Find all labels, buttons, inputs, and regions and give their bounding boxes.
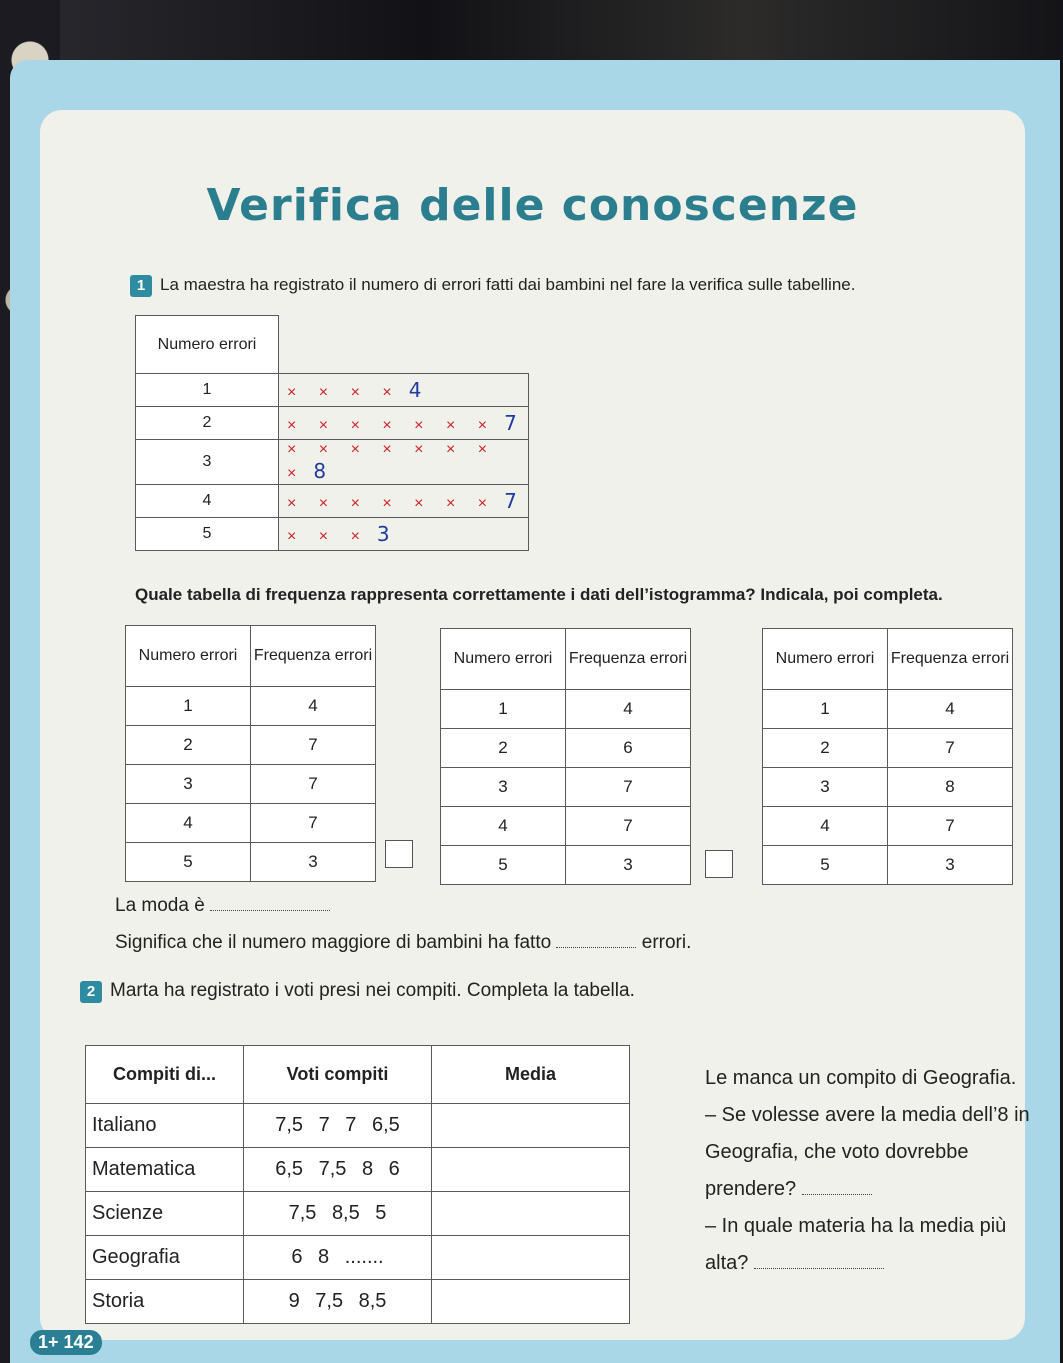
histogram-row: 4 × × × × × × × 7	[136, 485, 529, 518]
voto-answer-blank[interactable]	[802, 1180, 872, 1195]
significa-answer-blank[interactable]	[556, 933, 636, 948]
handwritten-count: 3	[376, 522, 390, 546]
histogram-row: 5 × × × 3	[136, 518, 529, 551]
moda-answer-blank[interactable]	[210, 896, 330, 911]
media-input[interactable]	[432, 1236, 630, 1280]
grades-row: Scienze 7,5 8,5 5	[86, 1192, 630, 1236]
media-input[interactable]	[432, 1192, 630, 1236]
exercise-1-text: La maestra ha registrato il numero di errori fatti dai bambini nel fare la verifica sulle tabelline.	[160, 275, 856, 294]
cross-marks: × × × ×	[287, 384, 401, 401]
handwritten-count: 4	[408, 378, 422, 402]
workbook-page	[10, 60, 1060, 1363]
frequency-table-a: Numero errori Frequenza errori 1 4 2 7 3 7 4 7 5 3	[125, 625, 376, 882]
choice-checkbox-a[interactable]	[385, 840, 413, 868]
exercise-2-text: Marta ha registrato i voti presi nei compiti. Completa la tabella.	[110, 980, 635, 1001]
exercise-1-question: Quale tabella di frequenza rappresenta correttamente i dati dell’istogramma? Indicala, poi completa.	[135, 585, 943, 604]
grades-row: Storia 9 7,5 8,5	[86, 1280, 630, 1324]
exercise-number-badge: 2	[80, 981, 102, 1003]
histogram-header: Numero errori	[136, 316, 279, 374]
exercise-2-prompt	[80, 980, 635, 1003]
histogram-row: 3 × × × × × × × × 8	[136, 440, 529, 485]
choice-checkbox-b[interactable]	[705, 850, 733, 878]
frequency-table-c: Numero errori Frequenza errori 1 4 2 7 3 8 4 7 5 3	[762, 628, 1013, 885]
grades-row: Matematica 6,5 7,5 8 6	[86, 1148, 630, 1192]
cross-marks: × × × × × × ×	[287, 417, 497, 434]
cross-marks: × × ×	[287, 528, 369, 545]
histogram-table	[135, 315, 529, 551]
page-number: 1+ 142	[30, 1330, 102, 1355]
moda-line: La moda è	[115, 895, 330, 917]
grades-row: Geografia 6 8 .......	[86, 1236, 630, 1280]
histogram-row: 1 × × × × 4	[136, 374, 529, 407]
cross-marks: × × × × × × ×	[287, 495, 497, 512]
exercise-2-questions: Le manca un compito di Geografia. – Se volesse avere la media dell’8 in Geografia, che voto dovrebbe prendere? – In quale materia ha la media più alta?	[705, 1067, 1030, 1274]
content-sheet	[40, 110, 1030, 1340]
media-input[interactable]	[432, 1104, 630, 1148]
handwritten-count: 7	[504, 411, 517, 435]
page-title: Verifica delle conoscenze	[206, 180, 859, 231]
exercise-number-badge: 1	[130, 275, 152, 297]
cross-marks: × × × × × × × ×	[287, 441, 497, 482]
media-input[interactable]	[432, 1280, 630, 1324]
handwritten-count: 7	[504, 489, 517, 513]
exercise-1-prompt	[130, 275, 855, 297]
handwritten-count: 8	[313, 459, 327, 483]
histogram-row: 2 × × × × × × × 7	[136, 407, 529, 440]
frequency-table-b: Numero errori Frequenza errori 1 4 2 6 3 7 4 7 5 3	[440, 628, 691, 885]
grades-row: Italiano 7,5 7 7 6,5	[86, 1104, 630, 1148]
significa-line: Significa che il numero maggiore di bambini ha fatto errori.	[115, 932, 692, 953]
materia-answer-blank[interactable]	[754, 1254, 884, 1269]
grades-table: Compiti di... Voti compiti Media Italiano 7,5 7 7 6,5 Matematica 6,5 7,5 8 6 Scienze 7,5 8,5 5 Geografia 6 8 ....... Storia 9 7,5 8,5	[85, 1045, 630, 1324]
media-input[interactable]	[432, 1148, 630, 1192]
